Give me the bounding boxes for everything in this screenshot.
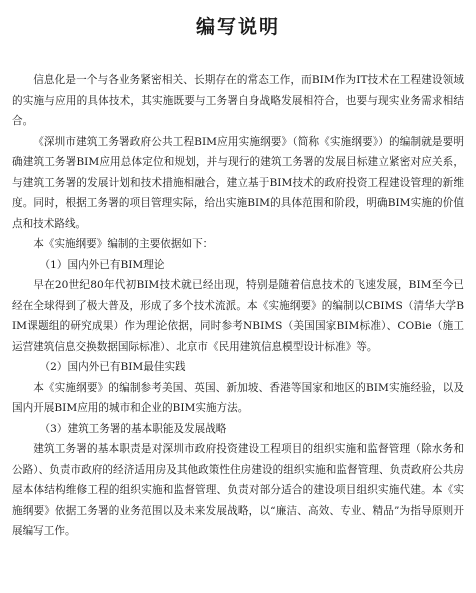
- section-heading-theory: （1）国内外已有BIM理论: [39, 258, 165, 271]
- theory-paragraph: 早在20世纪80年代初BIM技术就已经出现，特别是随着信息技术的飞速发展，BIM至今已经在全球得到了极大普及，形成了多个技术流派。本《实施纲要》的编制以CBIMS（清华大学BIM课题组的研究成果）作为理论依据，同时参考NBIMS（美国国家BIM标准）、COBie（施工运营建筑信息交换数据国际标准）、北京市《民用建筑信息模型设计标准》等。: [12, 279, 464, 353]
- intro-paragraph: 信息化是一个与各业务紧密相关、长期存在的常态工作，而BIM作为IT技术在工程建设领域的实施与应用的具体技术，其实施既要与工务署自身战略发展相符合，也要与现实业务需求相结合。: [12, 74, 464, 127]
- section-heading-strategy: （3）建筑工务署的基本职能及发展战略: [39, 422, 227, 435]
- document-title: 编写说明: [195, 16, 280, 38]
- basis-intro-paragraph: 本《实施纲要》编制的主要依据如下：: [33, 238, 214, 250]
- purpose-paragraph: 《深圳市建筑工务署政府公共工程BIM应用实施纲要》（简称《实施纲要》）的编制就是要明确建筑工务署BIM应用总体定位和规划，并与现行的建筑工务署的发展目标建立紧密对应关系，与建筑工务署的发展计划和技术措施相融合，建立基于BIM技术的政府投资工程建设管理的新维度。同时，根据工务署的项目管理实际，给出实施BIM的具体范围和阶段，明确BIM实施的价值点和技术路线。: [12, 135, 464, 230]
- practice-paragraph: 本《实施纲要》的编制参考美国、英国、新加坡、香港等国家和地区的BIM实施经验，以及国内开展BIM应用的城市和企业的BIM实施方法。: [12, 381, 464, 414]
- strategy-paragraph: 建筑工务署的基本职责是对深圳市政府投资建设工程项目的组织实施和监督管理（除水务和公路）、负责市政府的经济适用房及其他政策性住房建设的组织实施和监督管理、负责政府公共房屋本体结构维修工程的组织实施和监督管理、负责对部分适合的建设项目组织实施代建。本《实施纲要》依据工务署的业务范围以及未来发展战略，以“廉洁、高效、专业、精品”为指导原则开展编写工作。: [12, 443, 464, 537]
- section-heading-practice: （2）国内外已有BIM最佳实践: [39, 361, 186, 373]
